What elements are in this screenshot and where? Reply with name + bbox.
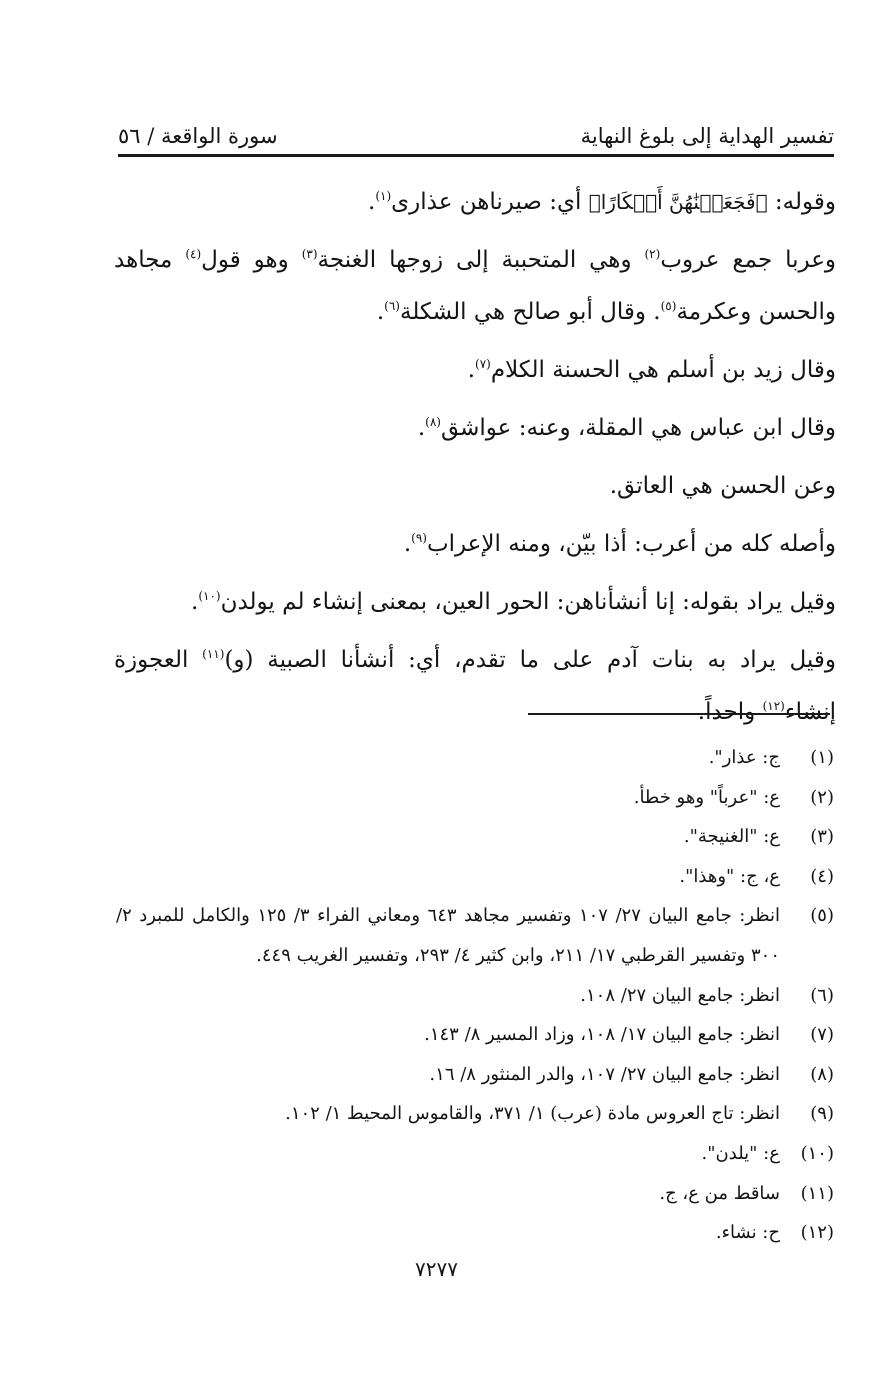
footnote-ref[interactable]: (٧): [475, 357, 491, 371]
footnote-number: (٨): [810, 1063, 834, 1085]
paragraph: وقوله: ﴿فَجَعَلۡنَٰهُنَّ أَبۡكَارًا﴾ أي: صيرناهن عذارى$^{(١)}$.: [368, 189, 836, 215]
footnote-ref[interactable]: (٨): [425, 415, 441, 429]
footnote-item: [116, 738, 834, 778]
footnote-text: ع، ج: "وهذا".: [679, 865, 780, 887]
footnote-item: [116, 778, 834, 818]
page-number: ٧٢٧٧: [415, 1257, 458, 1281]
footnote-text: ع: "الغنيجة".: [683, 826, 780, 848]
footnote-text: ع: "عرباً" وهو خطأ.: [633, 786, 780, 808]
quran-verse: ﴿فَجَعَلۡنَٰهُنَّ أَبۡكَارًا﴾: [588, 190, 768, 214]
paragraph: وعربا جمع عروب$^{(٢)}$ وهي المتحببة إلى زوجها الغنجة$^{(٣)}$ وهو قول$^{(٤)}$ مجاهد والحسن وعكرمة$^{(٥)}$. وقال أبو صالح هي الشكلة$^{(٦)}$.: [114, 247, 837, 325]
footnote-ref[interactable]: (١١): [202, 647, 225, 661]
footnote-separator: [528, 713, 830, 715]
paragraph: وعن الحسن هي العاتق.: [609, 473, 836, 499]
footnote-item: [116, 857, 834, 897]
footnotes: [116, 738, 834, 1253]
footnote-ref[interactable]: (١): [375, 189, 392, 203]
footnote-item: [116, 976, 834, 1016]
footnote-item: [116, 1134, 834, 1174]
footnote-number: (٧): [810, 1024, 834, 1046]
commentary-text: [114, 176, 836, 744]
footnote-text: انظر: جامع البيان ٢٧/ ١٠٧، والدر المنثور ٨/ ١٦.: [429, 1063, 780, 1085]
footnote-ref[interactable]: (٢): [644, 247, 661, 261]
footnote-number: (١): [810, 747, 834, 768]
footnote-item: [116, 1094, 834, 1134]
footnote-text: انظر: جامع البيان ٢٧/ ١٠٨.: [580, 984, 780, 1006]
footnote-ref[interactable]: (٤): [185, 247, 202, 261]
footnote-text: ج: عذار".: [708, 747, 780, 768]
footnote-text: انظر: جامع البيان ١٧/ ١٠٨، وزاد المسير ٨/ ١٤٣.: [424, 1024, 780, 1046]
footnote-item: [116, 1015, 834, 1055]
footnote-item: [116, 896, 834, 975]
footnote-item: [116, 1174, 834, 1214]
footnote-text: انظر: جامع البيان ٢٧/ ١٠٧ وتفسير مجاهد ٦٤٣ ومعاني الفراء ٣/ ١٢٥ والكامل للمبرد ٢/ ٣٠٠ وتفسير القرطبي ١٧/ ٢١١، وابن كثير ٤/ ٢٩٣، وتفسير الغريب ٤٤٩.: [116, 905, 780, 966]
footnote-ref[interactable]: (٦): [384, 299, 400, 313]
footnote-number: (٣): [810, 826, 834, 848]
footnote-number: (١١): [800, 1182, 834, 1204]
footnote-number: (٥): [810, 905, 834, 927]
surah-page-label: سورة الواقعة / ٥٦: [118, 124, 278, 148]
paragraph: وقيل يراد به بنات آدم على ما تقدم، أي: أنشأنا الصبية (و)$^{(١١)}$ العجوزة إنشاء$^{(١٢)}$ واحداً.: [114, 647, 836, 725]
footnote-number: (١٢): [800, 1222, 834, 1244]
paragraph: وقال زيد بن أسلم هي الحسنة الكلام$^{(٧)}$.: [467, 357, 836, 383]
paragraph: وقيل يراد بقوله: إنا أنشأناهن: الحور العين، بمعنى إنشاء لم يولدن$^{(١٠)}$.: [191, 589, 836, 615]
footnote-ref[interactable]: (٩): [411, 531, 427, 545]
footnote-text: ح: نشاء.: [715, 1222, 780, 1244]
footnote-number: (٢): [810, 786, 834, 808]
paragraph: وأصله كله من أعرب: أذا بيّن، ومنه الإعراب$^{(٩)}$.: [403, 531, 836, 557]
running-header: [118, 108, 834, 148]
footnote-ref[interactable]: (٣): [301, 247, 318, 261]
footnote-ref[interactable]: (٥): [660, 299, 677, 313]
footnote-text: ساقط من ع، ج.: [659, 1182, 780, 1204]
footnote-number: (٩): [810, 1103, 834, 1125]
footnote-item: [116, 1055, 834, 1095]
footnote-number: (٦): [810, 984, 834, 1006]
header-rule: [118, 154, 834, 157]
footnote-ref[interactable]: (١٠): [198, 589, 221, 603]
footnote-number: (٤): [810, 865, 834, 887]
footnote-ref[interactable]: (١٢): [762, 699, 785, 713]
book-title: تفسير الهداية إلى بلوغ النهاية: [580, 124, 834, 148]
footnote-text: ع: "يلدن".: [701, 1142, 780, 1164]
footnote-number: (١٠): [800, 1142, 834, 1164]
footnote-item: [116, 1213, 834, 1253]
paragraph: وقال ابن عباس هي المقلة، وعنه: عواشق$^{(٨)}$.: [417, 415, 836, 441]
footnote-text: انظر: تاج العروس مادة (عرب) ١/ ٣٧١، والقاموس المحيط ١/ ١٠٢.: [285, 1103, 780, 1125]
footnote-item: [116, 817, 834, 857]
